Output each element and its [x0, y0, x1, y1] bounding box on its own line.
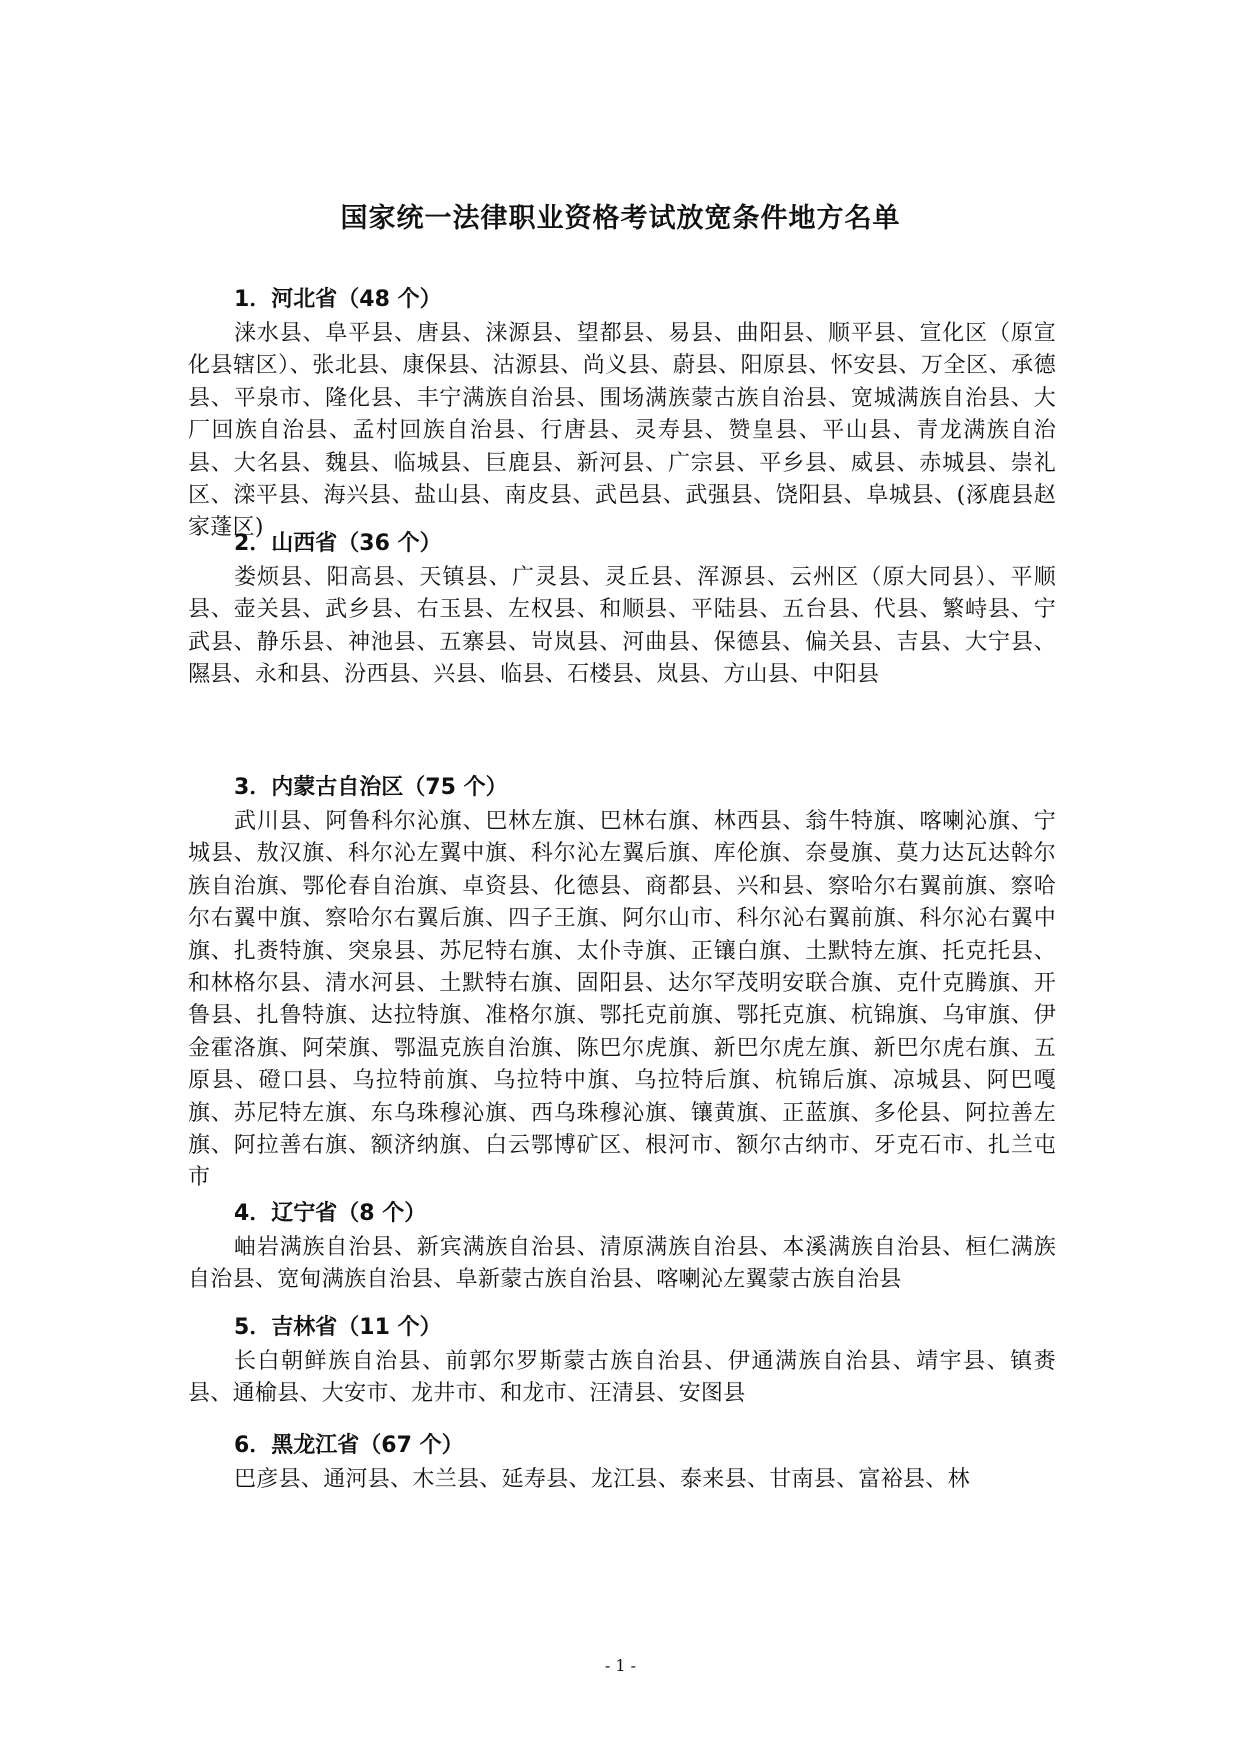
section-heading: 5．吉林省（11 个）: [234, 1315, 442, 1340]
page-title: 国家统一法律职业资格考试放宽条件地方名单: [340, 203, 901, 234]
section-jilin: [188, 1310, 1056, 1411]
section-text: 武川县、阿鲁科尔沁旗、巴林左旗、巴林右旗、林西县、翁牛特旗、喀喇沁旗、宁城县、敖汉旗、科尔沁左翼中旗、科尔沁左翼后旗、库伦旗、奈曼旗、莫力达瓦达斡尔族自治旗、鄂伦春自治旗、卓资县、化德县、商都县、兴和县、察哈尔右翼前旗、察哈尔右翼中旗、察哈尔右翼后旗、四子王旗、阿尔山市、科尔沁右翼前旗、科尔沁右翼中旗、扎赉特旗、突泉县、苏尼特右旗、太仆寺旗、正镶白旗、土默特左旗、托克托县、和林格尔县、清水河县、土默特右旗、固阳县、达尔罕茂明安联合旗、克什克腾旗、开鲁县、扎鲁特旗、达拉特旗、准格尔旗、鄂托克前旗、鄂托克旗、杭锦旗、乌审旗、伊金霍洛旗、阿荣旗、鄂温克族自治旗、陈巴尔虎旗、新巴尔虎左旗、新巴尔虎右旗、五原县、磴口县、乌拉特前旗、乌拉特中旗、乌拉特后旗、杭锦后旗、凉城县、阿巴嘎旗、苏尼特左旗、东乌珠穆沁旗、西乌珠穆沁旗、镶黄旗、正蓝旗、多伦县、阿拉善左旗、阿拉善右旗、额济纳旗、白云鄂博矿区、根河市、额尔古纳市、牙克石市、扎兰屯市: [188, 809, 1056, 1191]
section-liaoning: [188, 1196, 1056, 1297]
section-heading: 6．黑龙江省（67 个）: [234, 1433, 464, 1458]
section-heading: 2．山西省（36 个）: [234, 531, 442, 556]
section-text: 娄烦县、阳高县、天镇县、广灵县、灵丘县、浑源县、云州区（原大同县）、平顺县、壶关县、武乡县、右玉县、左权县、和顺县、平陆县、五台县、代县、繁峙县、宁武县、静乐县、神池县、五寨县、岢岚县、河曲县、保德县、偏关县、吉县、大宁县、隰县、永和县、汾西县、兴县、临县、石楼县、岚县、方山县、中阳县: [188, 565, 1056, 688]
section-text: 涞水县、阜平县、唐县、涞源县、望都县、易县、曲阳县、顺平县、宣化区（原宣化县辖区）、张北县、康保县、沽源县、尚义县、蔚县、阳原县、怀安县、万全区、承德县、平泉市、隆化县、丰宁满族自治县、围场满族蒙古族自治县、宽城满族自治县、大厂回族自治县、孟村回族自治县、行唐县、灵寿县、赞皇县、平山县、青龙满族自治县、大名县、魏县、临城县、巨鹿县、新河县、广宗县、平乡县、威县、赤城县、崇礼区、滦平县、海兴县、盐山县、南皮县、武邑县、武强县、饶阳县、阜城县、(涿鹿县赵家蓬区): [188, 321, 1056, 541]
section-inner-mongolia: [188, 770, 1056, 1195]
section-text: 岫岩满族自治县、新宾满族自治县、清原满族自治县、本溪满族自治县、桓仁满族自治县、宽甸满族自治县、阜新蒙古族自治县、喀喇沁左翼蒙古族自治县: [188, 1235, 1056, 1293]
section-text: 长白朝鲜族自治县、前郭尔罗斯蒙古族自治县、伊通满族自治县、靖宇县、镇赉县、通榆县、大安市、龙井市、和龙市、汪清县、安图县: [188, 1349, 1056, 1407]
section-heading: 4．辽宁省（8 个）: [234, 1201, 427, 1226]
page-number: - 1 -: [604, 1656, 637, 1675]
section-hebei: [188, 282, 1056, 545]
section-heilongjiang: [188, 1428, 1056, 1496]
section-heading: 3．内蒙古自治区（75 个）: [234, 775, 508, 800]
section-text: 巴彦县、通河县、木兰县、延寿县、龙江县、泰来县、甘南县、富裕县、林: [234, 1467, 970, 1492]
section-heading: 1．河北省（48 个）: [234, 287, 442, 312]
section-shanxi: [188, 526, 1056, 692]
